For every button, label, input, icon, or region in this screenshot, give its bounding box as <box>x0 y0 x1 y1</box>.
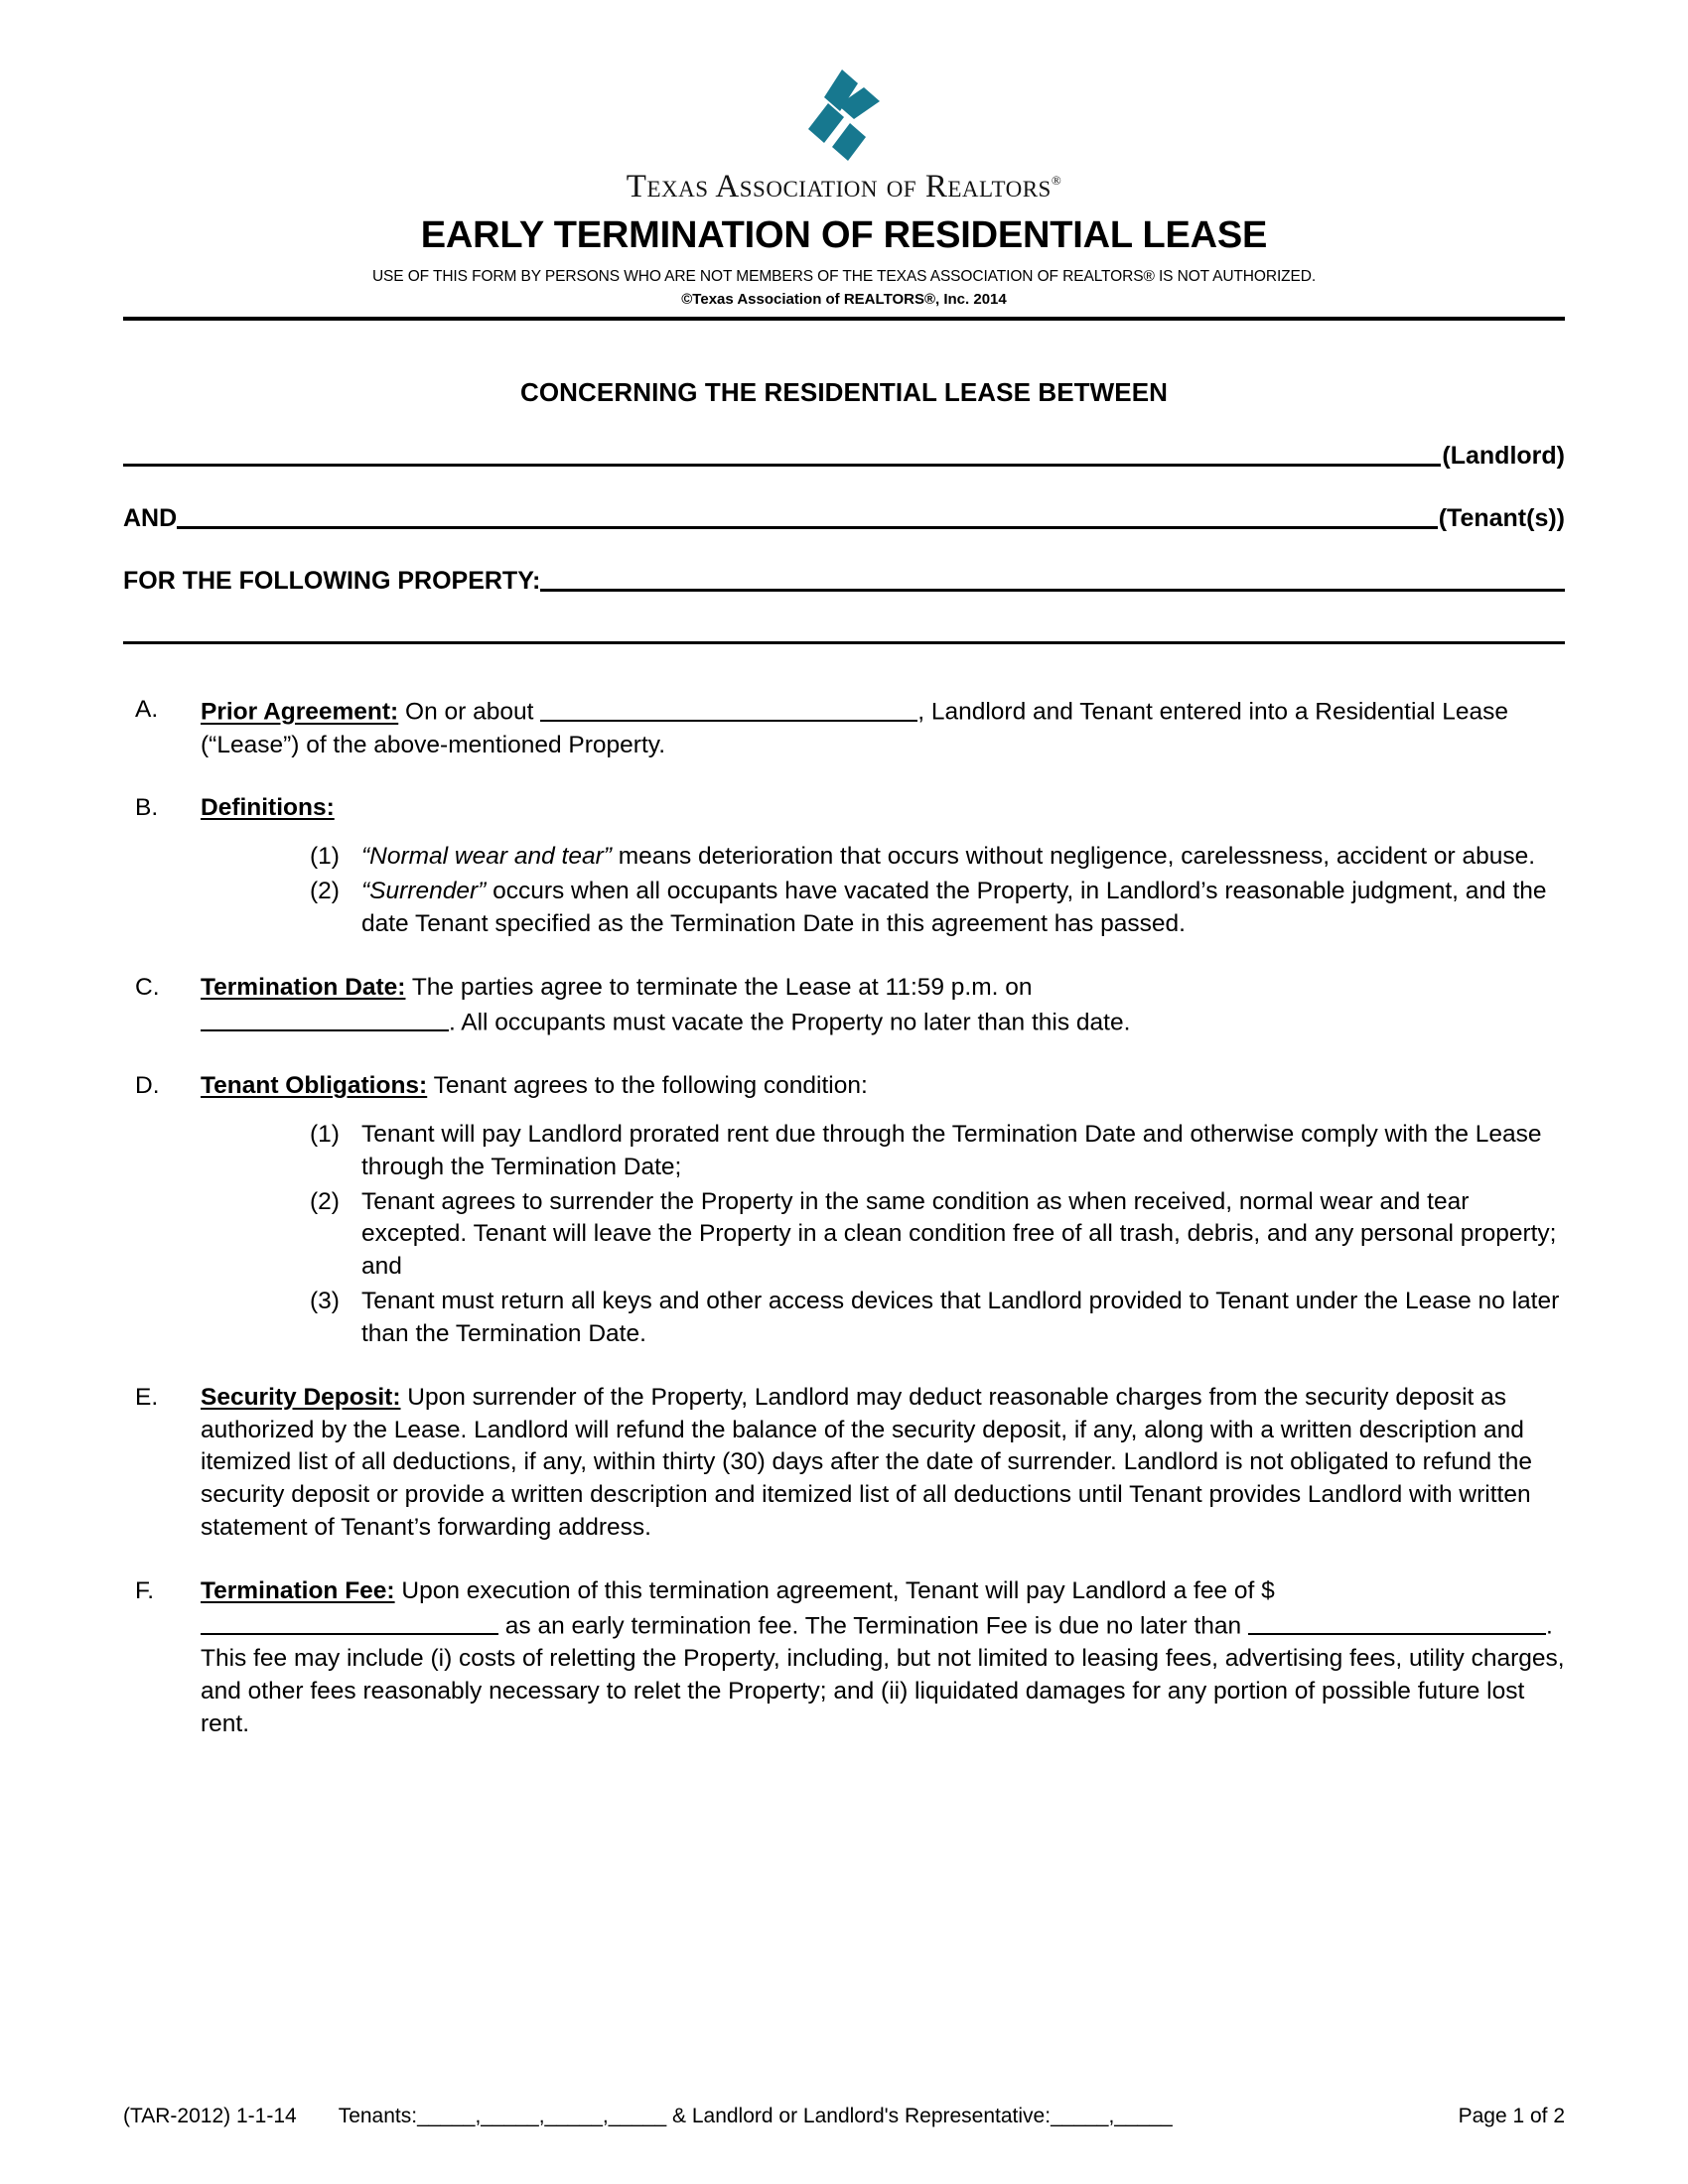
list-item-text <box>361 876 1565 941</box>
header-divider <box>123 317 1565 321</box>
section-body <box>201 972 1565 1039</box>
concerning-heading: CONCERNING THE RESIDENTIAL LEASE BETWEEN <box>519 377 1169 407</box>
termination-fee-amount-input[interactable] <box>201 1608 498 1636</box>
section-definitions <box>123 792 1565 940</box>
section-letter: B. <box>135 794 159 822</box>
section-letter: C. <box>135 973 160 1001</box>
section-body <box>201 792 1565 940</box>
section-text: Upon surrender of the Property, Landlord may deduct reasonable charges from the security deposit as authorized by the Lease. Landlord will refund the balance of the security deposit, if any, along with a written description and itemized list of all deductions, if any, within thirty (30) days after the date of surrender. Landlord is not obligated to refund the security deposit or provide a written description and itemized list of all deductions until Tenant provides Landlord with written statement of Tenant’s forwarding address. <box>201 1383 1532 1541</box>
section-text-1: Upon execution of this termination agreement, Tenant will pay Landlord a fee of $ <box>394 1576 1275 1604</box>
form-id: (TAR-2012) 1-1-14 <box>123 2105 297 2127</box>
section-heading: Security Deposit: <box>201 1383 401 1411</box>
section-security-deposit <box>123 1382 1565 1545</box>
tenant-row <box>123 500 1565 533</box>
section-letter: E. <box>135 1383 159 1411</box>
section-heading: Termination Date: <box>201 973 406 1001</box>
use-restriction-notice: USE OF THIS FORM BY PERSONS WHO ARE NOT MEMBERS OF THE TEXAS ASSOCIATION OF REALTORS® IS NOT AUTHORIZED. <box>371 268 1317 285</box>
section-heading: Termination Fee: <box>201 1576 395 1604</box>
section-text-after-blank: . All occupants must vacate the Property no later than this date. <box>449 1009 1131 1036</box>
document-body <box>123 377 1565 1741</box>
list-item-number: (1) <box>310 1120 340 1148</box>
section-text: Tenant agrees to the following condition: <box>427 1072 868 1100</box>
section-termination-fee <box>123 1575 1565 1741</box>
termination-fee-due-date-input[interactable] <box>1248 1608 1546 1636</box>
tenant-label: (Tenant(s)) <box>1438 504 1565 532</box>
page-number: Page 1 of 2 <box>1458 2105 1565 2127</box>
section-body <box>201 1382 1565 1545</box>
section-heading: Prior Agreement: <box>201 698 399 726</box>
landlord-row <box>123 438 1565 471</box>
section-text-after-blank: , Landlord and Tenant entered into a Residential Lease (“Lease”) of the above-mentioned Property. <box>201 698 1509 758</box>
copyright-notice: ©Texas Association of REALTORS®, Inc. 2014 <box>681 291 1007 308</box>
property-address-input-line2[interactable] <box>123 641 1565 644</box>
list-item <box>310 1186 1565 1284</box>
landlord-label: (Landlord) <box>1442 442 1565 470</box>
list-item <box>310 1286 1565 1351</box>
section-text-before-blank: The parties agree to terminate the Lease at 11:59 p.m. on <box>405 973 1033 1001</box>
section-heading: Definitions: <box>201 794 335 822</box>
page-title: EARLY TERMINATION OF RESIDENTIAL LEASE <box>420 214 1268 256</box>
sections-list <box>123 694 1565 1741</box>
section-body <box>201 694 1565 761</box>
list-item-text <box>361 841 1565 874</box>
tenant-obligations-sublist <box>201 1119 1565 1351</box>
section-letter: A. <box>135 696 159 723</box>
document-header <box>0 0 1688 308</box>
registered-trademark-mark: ® <box>1051 173 1062 188</box>
section-text-2: as an early termination fee. The Termination Fee is due no later than <box>498 1612 1248 1640</box>
property-row <box>123 563 1565 596</box>
property-address-input[interactable] <box>540 563 1565 592</box>
section-text-3: . This fee may include (i) costs of reletting the Property, including, but not limited to leasing fees, advertising fees, utility charges, and other fees reasonably necessary to relet the Property; and (ii) liquidated damages for any portion of possible future lost rent. <box>201 1612 1565 1737</box>
definitions-sublist <box>201 841 1565 940</box>
prior-agreement-date-input[interactable] <box>540 694 917 722</box>
list-item-number: (3) <box>310 1288 340 1315</box>
list-item <box>310 876 1565 941</box>
list-item-number: (2) <box>310 1187 340 1215</box>
section-body <box>201 1575 1565 1741</box>
organization-name-text: Texas Association of Realtors <box>626 169 1052 205</box>
defined-term: “Normal wear and tear” <box>361 843 612 871</box>
list-item-number: (2) <box>310 878 340 905</box>
section-tenant-obligations <box>123 1070 1565 1351</box>
and-label: AND <box>123 504 178 532</box>
section-text-before-blank: On or about <box>398 698 541 726</box>
section-body <box>201 1070 1565 1351</box>
definition-text: means deterioration that occurs without negligence, carelessness, accident or abuse. <box>611 843 1536 871</box>
list-item-text: Tenant agrees to surrender the Property in the same condition as when received, normal wear and tear excepted. Tenant will leave the Property in a clean condition free of all trash, debris, and any personal property; and <box>361 1187 1557 1281</box>
list-item-number: (1) <box>310 843 340 871</box>
organization-name <box>0 169 1688 205</box>
definition-text: occurs when all occupants have vacated the Property, in Landlord’s reasonable judgment, and the date Tenant specified as the Termination Date in this agreement has passed. <box>361 878 1547 937</box>
section-letter: D. <box>135 1072 160 1100</box>
section-prior-agreement <box>123 694 1565 761</box>
landlord-name-input[interactable] <box>123 438 1441 467</box>
tenant-name-input[interactable] <box>177 500 1438 529</box>
termination-date-input[interactable] <box>201 1005 449 1032</box>
initials-line[interactable]: Tenants:_____,_____,_____,_____ & Landlord or Landlord's Representative:_____,_____ <box>338 2105 1173 2127</box>
property-label: FOR THE FOLLOWING PROPERTY: <box>123 567 541 595</box>
list-item-text: Tenant will pay Landlord prorated rent due through the Termination Date and otherwise comply with the Lease through the Termination Date; <box>361 1120 1542 1180</box>
section-letter: F. <box>135 1576 155 1604</box>
list-item-text: Tenant must return all keys and other access devices that Landlord provided to Tenant under the Lease no later than the Termination Date. <box>361 1288 1560 1347</box>
four-diamond-pinwheel-logo-icon <box>784 62 904 165</box>
page-footer <box>123 2105 1565 2128</box>
list-item <box>310 841 1565 874</box>
section-heading: Tenant Obligations: <box>201 1072 428 1100</box>
section-termination-date <box>123 972 1565 1039</box>
list-item <box>310 1119 1565 1184</box>
defined-term: “Surrender” <box>361 878 487 905</box>
